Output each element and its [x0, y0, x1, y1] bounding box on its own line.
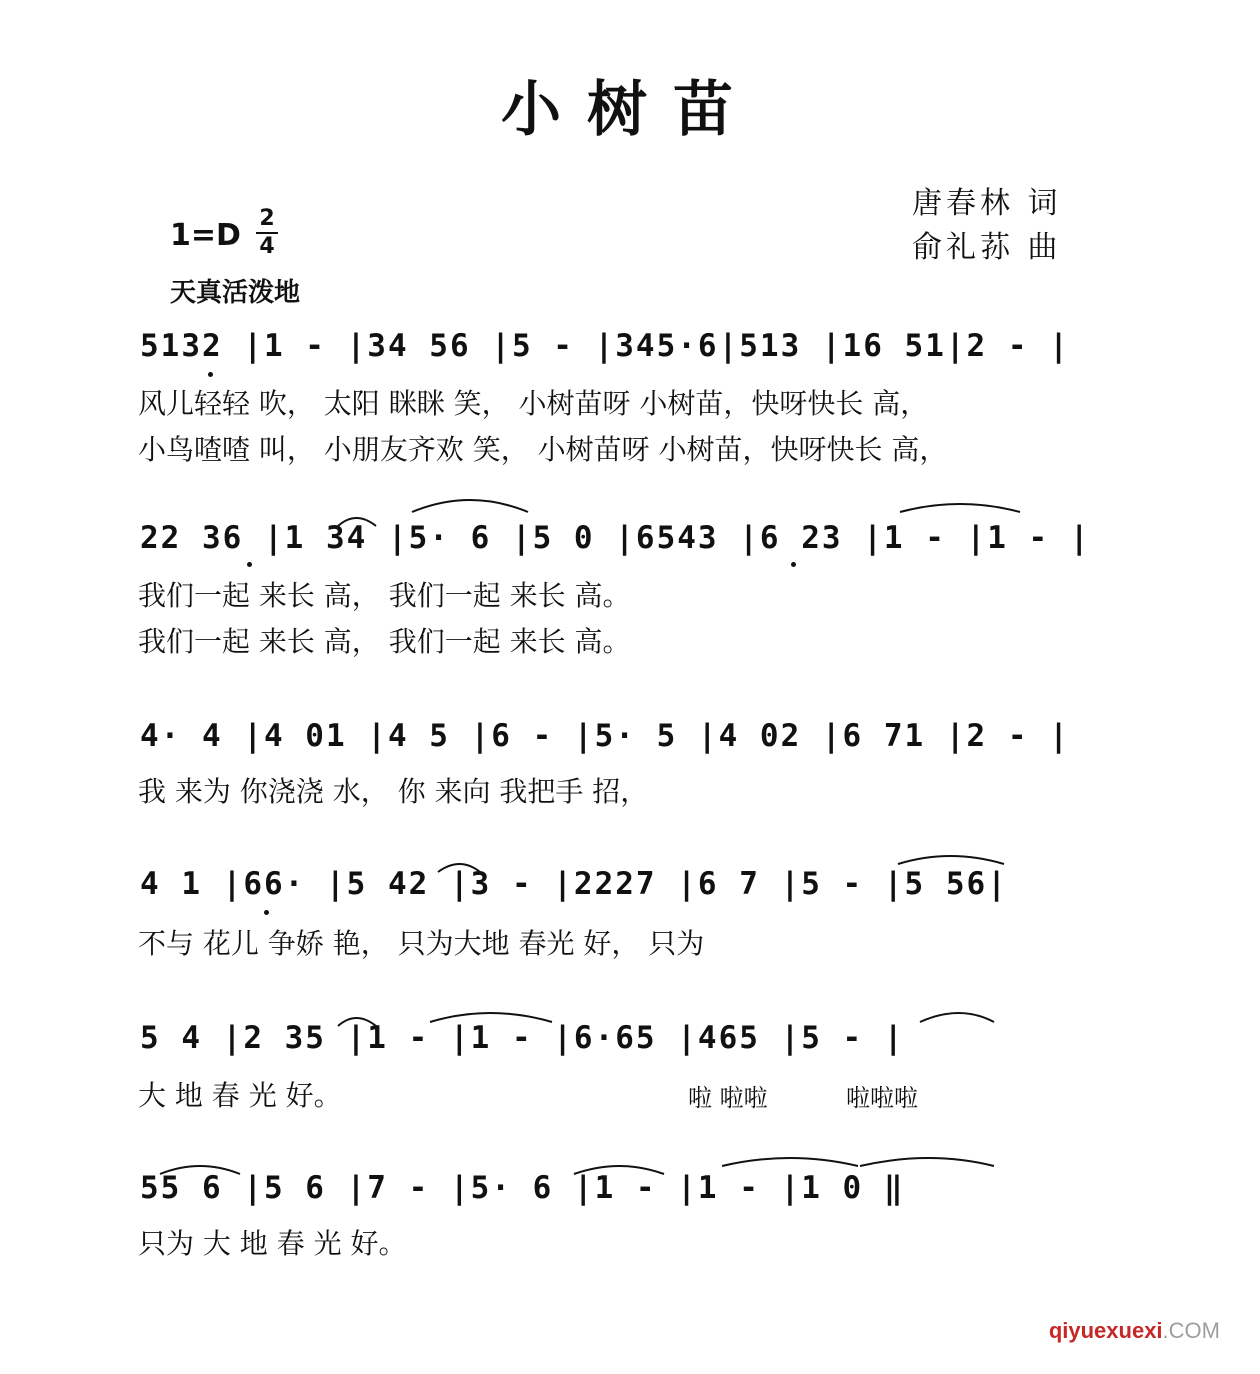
- notation-line-4: 4 1 |66· |5 42 |3 - |2227 |6 7 |5 - |5 56|: [140, 866, 1008, 902]
- slur-mark: [898, 856, 1004, 864]
- notation-line-6: 55 6 |5 6 |7 - |5· 6 |1 - |1 - |1 0 ‖: [140, 1170, 905, 1206]
- slur-mark: [438, 864, 480, 872]
- notation-line-2: 22 36 |1 34 |5· 6 |5 0 |6543 |6 23 |1 - |1 - |: [140, 520, 1091, 556]
- octave-dot: [247, 562, 252, 567]
- lyric-line-1-verse-1: 风儿轻轻 吹， 太阳 眯眯 笑， 小树苗呀 小树苗，快呀快长 高，: [138, 387, 929, 420]
- watermark-suffix: .COM: [1162, 1318, 1220, 1343]
- lyricist-credit: 唐春林 词: [912, 186, 1062, 221]
- slur-mark: [160, 1166, 240, 1174]
- tempo-marking: 天真活泼地: [170, 278, 301, 308]
- octave-dot: [208, 372, 213, 377]
- slur-mark: [574, 1166, 664, 1174]
- lyric-line-6: 只为 大 地 春 光 好。: [138, 1227, 407, 1260]
- lyric-line-1-verse-2: 小鸟喳喳 叫， 小朋友齐欢 笑， 小树苗呀 小树苗，快呀快长 高，: [138, 433, 948, 466]
- key-signature: 1=D: [170, 218, 241, 253]
- notation-line-1: 5132 |1 - |34 56 |5 - |345·6|513 |16 51|2 - |: [140, 328, 1070, 364]
- watermark-brand: qiyuexuexi: [1048, 1318, 1163, 1343]
- slur-mark: [338, 1018, 376, 1026]
- slur-mark: [722, 1158, 858, 1166]
- site-watermark: [1049, 1318, 1220, 1344]
- slur-mark: [338, 518, 376, 526]
- slur-mark: [430, 1013, 552, 1022]
- lyric-line-5: 大 地 春 光 好。: [138, 1079, 342, 1112]
- time-signature-top: 2: [259, 206, 275, 231]
- slur-mark: [900, 504, 1020, 512]
- song-title: 小树苗: [501, 75, 759, 145]
- slur-mark: [412, 500, 528, 512]
- lala-lyric-1: 啦 啦啦: [688, 1084, 768, 1112]
- lyric-line-2-verse-2: 我们一起 来长 高， 我们一起 来长 高。: [138, 625, 631, 658]
- lyric-line-2-verse-1: 我们一起 来长 高， 我们一起 来长 高。: [138, 579, 631, 612]
- slur-mark: [860, 1158, 994, 1166]
- time-signature-bottom: 4: [256, 232, 278, 260]
- lyric-line-3: 我 来为 你浇浇 水， 你 来向 我把手 招，: [138, 775, 649, 808]
- lyric-line-4: 不与 花儿 争娇 艳， 只为大地 春光 好， 只为: [138, 927, 705, 960]
- notation-line-5: 5 4 |2 35 |1 - |1 - |6·65 |465 |5 - |: [140, 1020, 905, 1056]
- notation-line-3: 4· 4 |4 01 |4 5 |6 - |5· 5 |4 02 |6 71 |2 - |: [140, 718, 1070, 754]
- octave-dot: [791, 562, 796, 567]
- octave-dot: [264, 910, 269, 915]
- lala-lyric-2: 啦啦啦: [846, 1084, 918, 1112]
- slur-mark: [920, 1013, 994, 1022]
- composer-credit: 俞礼荪 曲: [912, 230, 1062, 265]
